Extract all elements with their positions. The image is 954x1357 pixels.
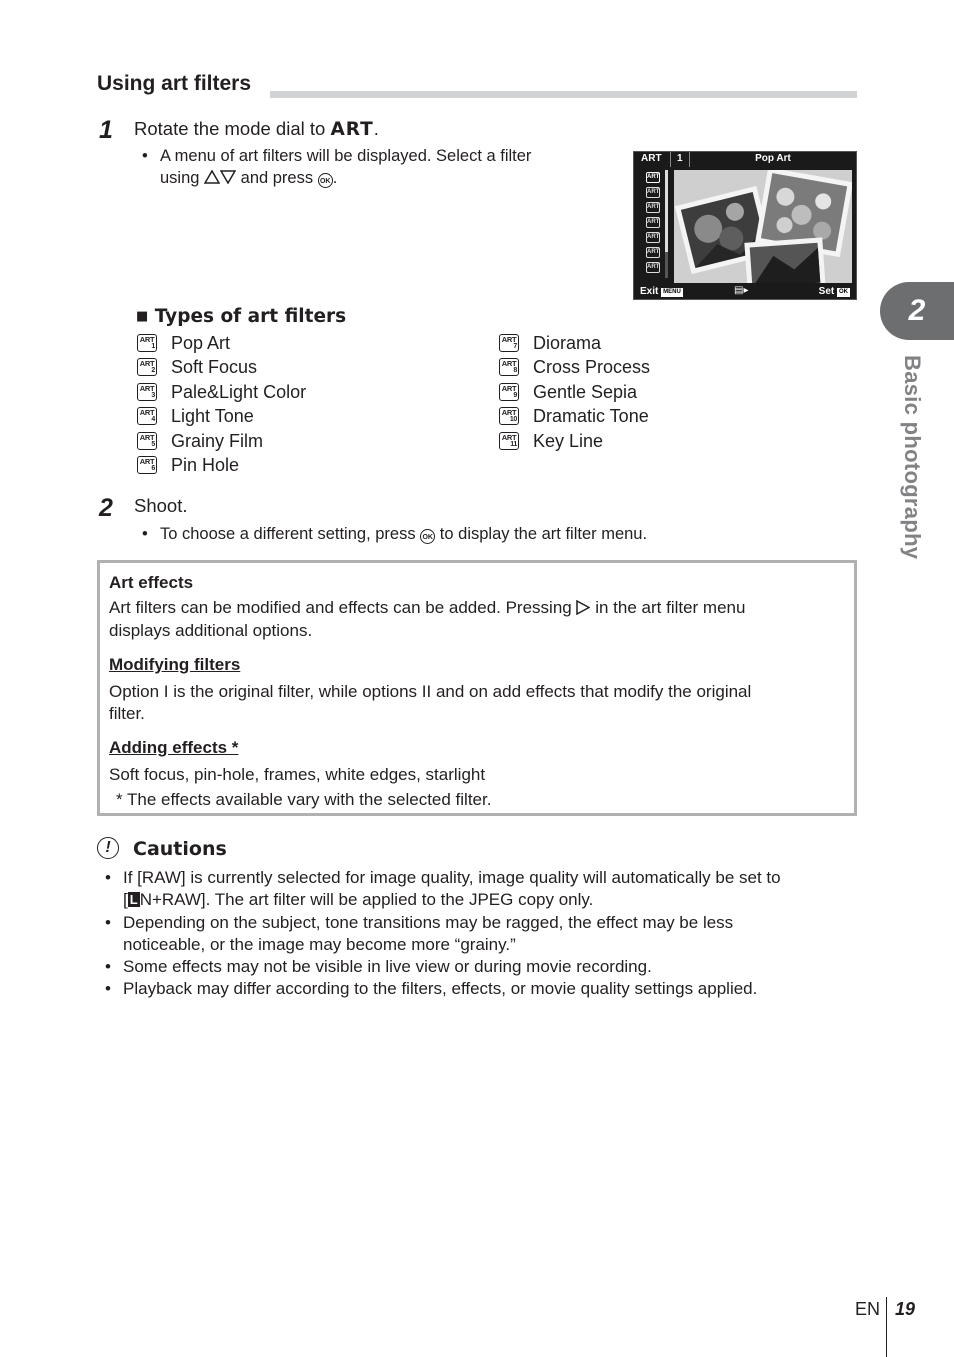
caution-2-line2: noticeable, or the image may become more “grainy.” xyxy=(123,935,516,954)
art-filter-name: Pin Hole xyxy=(171,455,240,475)
modifying-filters-line2: filter. xyxy=(109,704,145,723)
art-filter-name: Grainy Film xyxy=(171,430,264,451)
up-arrow-icon xyxy=(204,170,220,184)
step-1-period: . xyxy=(373,118,379,139)
lcd-tab-label: ART xyxy=(641,153,662,164)
art-filter-icon: ART 3 xyxy=(137,383,157,401)
art-filter-item xyxy=(501,404,649,428)
art-filter-item xyxy=(501,380,638,404)
art-filter-item xyxy=(139,380,307,404)
preview-photo-collage xyxy=(674,170,852,283)
lcd-filter-list xyxy=(638,168,672,282)
art-filter-item xyxy=(139,453,240,477)
step-2-bullet-start: To choose a different setting, press xyxy=(160,525,416,543)
lcd-set: Set OK xyxy=(818,286,848,297)
art-filter-name: Diorama xyxy=(533,333,602,353)
lcd-art-icon: ART xyxy=(646,202,660,213)
step-1-bullet-line1: A menu of art filters will be displayed. Select a filter xyxy=(160,147,532,165)
art-filter-icon: ART 4 xyxy=(137,407,157,425)
art-filter-name: Light Tone xyxy=(171,406,254,427)
lcd-art-icon: ART xyxy=(646,247,660,258)
art-effects-p1-line1: Art filters can be modified and effects can be added. Pressing in the art filter menu xyxy=(109,598,746,617)
lcd-filter-name: Pop Art xyxy=(755,153,791,164)
footer-language: EN xyxy=(855,1299,881,1319)
art-filter-icon: ART 8 xyxy=(499,358,519,376)
lcd-art-menu xyxy=(633,151,857,300)
step-1-bullet: • A menu of art filters will be displayed. Select a filter using and press OK . xyxy=(160,145,600,189)
lcd-preview-image xyxy=(674,170,852,283)
step-2-bullet-end: to display the art filter menu. xyxy=(439,525,648,543)
adding-effects-text: Soft focus, pin-hole, frames, white edges, starlight xyxy=(109,765,486,784)
art-filter-icon: ART 1 xyxy=(137,334,157,352)
cautions-title: Cautions xyxy=(133,838,227,860)
bullet-using: using xyxy=(160,169,200,187)
down-arrow-icon xyxy=(220,170,236,184)
bullet-period: . xyxy=(332,169,338,187)
lcd-tab-page: 1 xyxy=(677,153,683,164)
caution-4-text: Playback may differ according to the filters, effects, or movie quality settings applied. xyxy=(123,979,758,998)
menu-key-icon: MENU xyxy=(663,289,681,295)
title-rule xyxy=(270,91,857,98)
step-1-bullet-line2 xyxy=(160,167,600,189)
filters-title: Types of art filters xyxy=(154,306,347,327)
modifying-filters-line1: Option I is the original filter, while options II and on add effects that modify the original xyxy=(109,682,752,701)
lcd-footer xyxy=(634,284,856,299)
caution-2-line1: Depending on the subject, tone transitions may be ragged, the effect may be less xyxy=(123,913,734,932)
step-2-bullet: • To choose a different setting, press OK to display the art filter menu. xyxy=(142,525,648,543)
art-filter-item xyxy=(139,429,264,453)
art-filter-icon: ART 11 xyxy=(499,432,519,450)
step-1-text xyxy=(134,118,379,140)
step-2-text: Shoot. xyxy=(134,495,188,516)
art-effects-title: Art effects xyxy=(109,573,194,592)
chapter-tab: 2 xyxy=(880,282,954,340)
caution-1-line1: If [RAW] is currently selected for image quality, image quality will automatically be set to xyxy=(123,868,781,887)
art-mode-label: ART xyxy=(330,119,374,140)
art-effects-box xyxy=(97,560,857,816)
lcd-exit: Exit MENU xyxy=(640,286,681,297)
art-filter-icon: ART 10 xyxy=(499,407,519,425)
ok-button-icon: OK xyxy=(420,529,435,544)
adding-effects-heading: Adding effects * xyxy=(109,738,239,757)
ok-key-icon: OK xyxy=(839,289,848,295)
art-filter-item xyxy=(501,355,651,379)
art-filter-name: Pop Art xyxy=(171,333,231,353)
art-filter-item xyxy=(501,429,604,453)
step-1-label: Rotate the mode dial to xyxy=(134,118,331,139)
lcd-art-icon: ART xyxy=(646,232,660,243)
right-arrow-icon xyxy=(576,600,590,615)
footer-divider xyxy=(886,1297,887,1357)
art-filter-item xyxy=(139,331,231,355)
modifying-filters-heading: Modifying filters xyxy=(109,655,241,674)
ok-button-icon: OK xyxy=(318,173,333,188)
art-filter-icon: ART 5 xyxy=(137,432,157,450)
page-number: 19 xyxy=(895,1299,916,1319)
art-filter-name: Dramatic Tone xyxy=(533,406,649,427)
lcd-scrollbar-thumb xyxy=(665,170,668,252)
art-filter-icon: ART 7 xyxy=(499,334,519,352)
image-size-l-icon: L xyxy=(129,892,138,907)
chapter-label: Basic photography xyxy=(900,355,925,560)
art-filter-name: Gentle Sepia xyxy=(533,381,638,402)
art-filter-icon: ART 9 xyxy=(499,383,519,401)
art-filter-name: Pale&Light Color xyxy=(171,381,307,402)
caution-item-3: • Some effects may not be visible in live view or during movie recording. xyxy=(123,956,843,978)
filters-left-column xyxy=(139,331,471,481)
caution-item-2: • Depending on the subject, tone transitions may be ragged, the effect may be less noticeable, or the image may become more “grainy.” xyxy=(123,912,843,956)
art-filter-icon: ART 6 xyxy=(137,456,157,474)
lcd-art-icon: ART xyxy=(646,172,660,183)
art-effects-p1-line2: displays additional options. xyxy=(109,621,313,640)
caution-item-4: • Playback may differ according to the filters, effects, or movie quality settings applied. xyxy=(123,978,843,1000)
lcd-header xyxy=(634,152,856,167)
lcd-effects-icon: ▤▸ xyxy=(734,285,749,296)
caution-1-line2: [ L N+RAW]. The art filter will be applied to the JPEG copy only. xyxy=(123,890,594,909)
art-filter-item xyxy=(501,331,602,355)
caution-item-1: • If [RAW] is currently selected for image quality, image quality will automatically be set to [ L N+RAW]. The art filter will be applied to the JPEG copy only. xyxy=(123,867,843,911)
step-2-number: 2 xyxy=(99,494,113,522)
caution-3-text: Some effects may not be visible in live view or during movie recording. xyxy=(123,957,652,976)
art-filter-name: Cross Process xyxy=(533,357,651,378)
lcd-art-icon: ART xyxy=(646,217,660,228)
filters-right-column xyxy=(501,331,833,481)
caution-icon: ! xyxy=(97,837,119,859)
filters-heading xyxy=(136,306,346,327)
bullet-and-press: and press xyxy=(240,169,314,187)
square-bullet-icon: ■ xyxy=(136,309,149,324)
lcd-art-icon: ART xyxy=(646,262,660,273)
art-filter-item xyxy=(139,355,258,379)
art-filter-icon: ART 2 xyxy=(137,358,157,376)
art-filter-name: Key Line xyxy=(533,430,604,451)
lcd-art-icon: ART xyxy=(646,187,660,198)
step-1-number: 1 xyxy=(99,116,113,144)
section-title: Using art filters xyxy=(97,72,252,95)
art-filter-name: Soft Focus xyxy=(171,357,258,378)
art-filter-item xyxy=(139,404,254,428)
adding-effects-note: * The effects available vary with the selected filter. xyxy=(116,790,492,809)
